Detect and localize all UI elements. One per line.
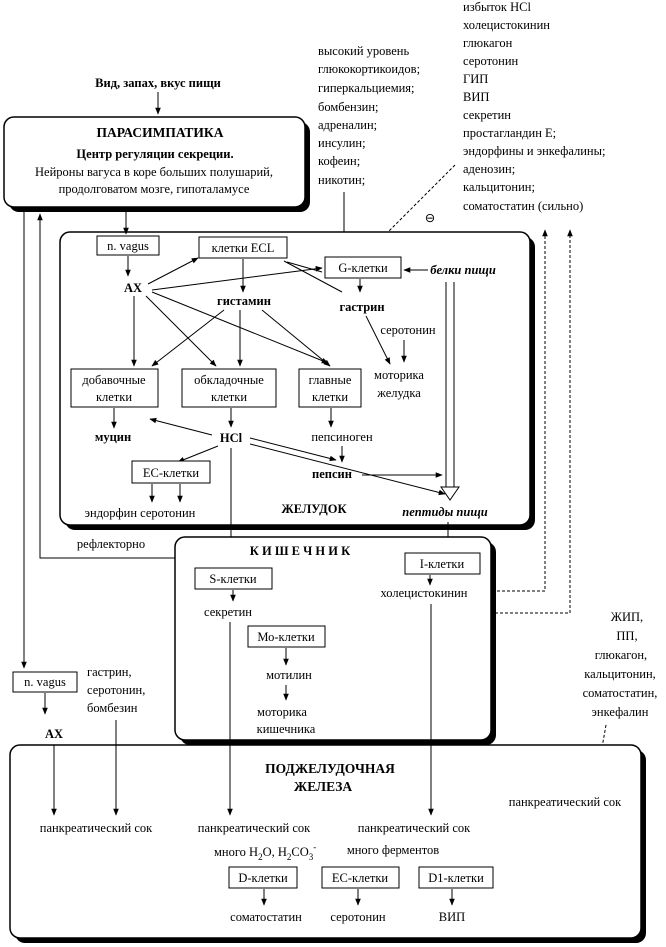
water-bicarbonate-label: много $H_2O$, $H_2CO_3^-$ xyxy=(214,842,317,862)
many-enzymes-label: много ферментов xyxy=(346,843,440,857)
g-cell-stimulants-list xyxy=(318,44,420,187)
list-item: глюкагон xyxy=(463,36,513,50)
accessory-cells-line2: клетки xyxy=(95,390,133,404)
list-item: кофеин; xyxy=(318,154,361,168)
list-item: кальцитонин; xyxy=(463,180,535,194)
pancreatic-juice-left: панкреатический сок xyxy=(39,821,153,835)
list-item: соматостатин, xyxy=(582,686,658,700)
gastrin-label: гастрин xyxy=(339,300,385,314)
list-item: глюкокортикоидов; xyxy=(318,62,421,76)
pepsin-label: пепсин xyxy=(312,467,352,481)
pancreas-n-vagus-label: n. vagus xyxy=(24,675,66,689)
list-item: энкефалин xyxy=(591,705,649,719)
reflex-label: рефлекторно xyxy=(76,537,146,551)
vip-label: ВИП xyxy=(438,910,466,924)
vagus-neurons-line1: Нейроны вагуса в коре больших полушарий, xyxy=(35,165,273,179)
vagus-neurons-line2: продолговатом мозге, гипоталамусе xyxy=(58,182,250,196)
inhibitors-list xyxy=(463,0,606,213)
parasympathetic-title: ПАРАСИМПАТИКА xyxy=(96,125,224,140)
i-cells-label: I-клетки xyxy=(419,557,465,571)
histamine-label: гистамин xyxy=(217,294,271,308)
stomach-label: ЖЕЛУДОК xyxy=(281,502,347,516)
pancreatic-juice-mid: панкреатический сок xyxy=(197,821,311,835)
somatostatin-label: соматостатин xyxy=(230,910,302,924)
list-item: никотин; xyxy=(318,173,366,187)
list-item: эндорфины и энкефалины; xyxy=(463,144,606,158)
parietal-cells-line1: обкладочные xyxy=(194,373,264,387)
list-item: соматостатин (сильно) xyxy=(463,199,584,213)
minus-sign: ⊖ xyxy=(424,211,436,225)
pancreas-ec-cells-label: EC-клетки xyxy=(331,871,389,885)
chief-cells-line2: клетки xyxy=(311,390,349,404)
stomach-ach-label: АХ xyxy=(123,281,143,295)
list-item: глюкагон, xyxy=(594,648,648,662)
stomach-n-vagus-label: n. vagus xyxy=(107,239,149,253)
cck-label: холецистокинин xyxy=(380,586,468,600)
stomach-motility-line1: моторика xyxy=(374,368,424,382)
pancreatic-juice-enzymes: панкреатический сок xyxy=(357,821,471,835)
mucin-label: муцин xyxy=(94,430,132,444)
list-item: ГИП xyxy=(463,72,489,86)
pancreas-inhibitors-list xyxy=(583,610,658,719)
stomach-motility-line2: желудка xyxy=(377,386,421,400)
list-item: инсулин; xyxy=(318,136,366,150)
list-item: гастрин, xyxy=(87,665,132,679)
motilin-label: мотилин xyxy=(266,668,312,682)
list-item: адреналин; xyxy=(318,118,378,132)
list-item: аденозин; xyxy=(463,162,516,176)
list-item: высокий уровень xyxy=(318,44,410,58)
intestine-label: К И Ш Е Ч Н И К xyxy=(249,544,351,558)
mo-cells-label: Мо-клетки xyxy=(257,630,315,644)
food-peptides-label: пептиды пищи xyxy=(402,505,488,519)
g-cells-label: G-клетки xyxy=(338,261,388,275)
pancreatic-juice-right: панкреатический сок xyxy=(508,795,622,809)
pancreas-ach-label: АХ xyxy=(44,727,64,741)
list-item: секретин xyxy=(463,108,511,122)
list-item: простагландин E; xyxy=(463,126,557,140)
accessory-cells-line1: добавочные xyxy=(82,373,146,387)
list-item: избыток HCl xyxy=(463,0,531,14)
parasympathetic-box xyxy=(4,117,310,212)
secretion-center-label: Центр регуляции секреции. xyxy=(76,147,234,161)
food-proteins-label: белки пищи xyxy=(430,263,496,277)
pancreas-title-line2: ЖЕЛЕЗА xyxy=(293,779,353,794)
list-item: бомбензин; xyxy=(318,100,379,114)
list-item: бомбезин xyxy=(87,701,138,715)
s-cells-label: S-клетки xyxy=(209,572,257,586)
ec-products-label: эндорфин серотонин xyxy=(84,506,196,520)
list-item: гиперкальциемия; xyxy=(318,81,415,95)
intestine-motility-line1: моторика xyxy=(257,705,307,719)
food-trigger-label: Вид, запах, вкус пищи xyxy=(95,76,221,90)
pancreas-title-line1: ПОДЖЕЛУДОЧНАЯ xyxy=(265,761,395,776)
chief-cells-line1: главные xyxy=(308,373,352,387)
secretin-label: секретин xyxy=(204,605,252,619)
d1-cells-label: D1-клетки xyxy=(428,871,484,885)
pancreas-serotonin-label: серотонин xyxy=(330,910,386,924)
intestine-motility-line2: кишечника xyxy=(256,722,316,736)
list-item: ПП, xyxy=(616,629,638,643)
list-item: серотонин xyxy=(463,54,519,68)
d-cells-label: D-клетки xyxy=(238,871,288,885)
list-item: кальцитонин, xyxy=(584,667,656,681)
hcl-label: HCl xyxy=(219,431,243,445)
pepsinogen-label: пепсиноген xyxy=(311,430,373,444)
list-item: серотонин, xyxy=(87,683,146,697)
parietal-cells-line2: клетки xyxy=(210,390,248,404)
ec-cells-label: EC-клетки xyxy=(142,466,200,480)
ecl-cells-label: клетки ECL xyxy=(211,241,275,255)
list-item: ЖИП, xyxy=(610,610,644,624)
stomach-serotonin-label: серотонин xyxy=(380,323,436,337)
list-item: холецистокинин xyxy=(463,18,550,32)
list-item: ВИП xyxy=(463,90,490,104)
